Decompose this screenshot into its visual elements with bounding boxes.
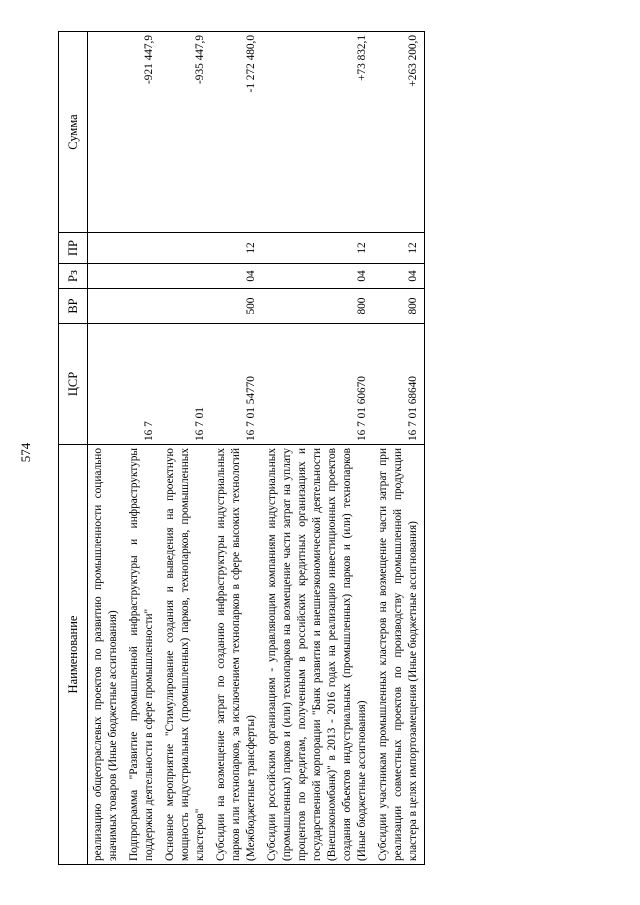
row-pr: 12 [373,233,425,264]
row-name: Субсидии на возмещение затрат по созданию инфраструктуры индустриальных парков или технопарков, за исключением технопарков в сфере высоких технологий (Межбюджетные трансферты) [211,445,262,865]
row-csr: 16 7 01 60670 [262,324,373,445]
row-rz: 04 [373,264,425,289]
row-vr: 800 [373,289,425,324]
header-rz: Рз [59,264,88,289]
row-sum: -1 272 480,0 [211,32,262,233]
table-header [59,32,88,865]
row-rz [160,264,211,289]
table-row [211,32,262,865]
header-csr: ЦСР [59,324,88,445]
row-pr: 12 [211,233,262,264]
row-name: Субсидии российским организациям - управляющим компаниям индустриальных (промышленных) парков и (или) технопарков на возмещение части затрат на уплату процентов по кредитам, полученным в российских кредитных организациях и государственной корпорации "Банк развития и внешнеэкономической деятельности (Внешэкономбанк)" в 2013 - 2016 годах на реализацию инвестиционных проектов создания объектов индустриальных (промышленных) парков и (или) технопарков (Иные бюджетные ассигнования) [262,445,373,865]
row-pr: 12 [262,233,373,264]
row-sum: -935 447,9 [160,32,211,233]
row-rz [124,264,160,289]
table-row [160,32,211,865]
row-csr: 16 7 [124,324,160,445]
row-pr [160,233,211,264]
row-sum: +73 832,1 [262,32,373,233]
row-vr [88,289,125,324]
row-vr: 800 [262,289,373,324]
row-name: Основное мероприятие "Стимулирование создания и выведения на проектную мощность индустриальных (промышленных) парков, технопарков, промышленных кластеров" [160,445,211,865]
row-csr [88,324,125,445]
header-pr: ПР [59,233,88,264]
row-sum: +263 200,0 [373,32,425,233]
page-number: 574 [18,442,33,463]
row-rz: 04 [262,264,373,289]
table-row [373,32,425,865]
row-vr [124,289,160,324]
table-row [124,32,160,865]
table-row [262,32,373,865]
row-name: Подпрограмма "Развитие промышленной инфраструктуры и инфраструктуры поддержки деятельности в сфере промышленности" [124,445,160,865]
row-pr [88,233,125,264]
header-sum: Сумма [59,32,88,233]
row-csr: 16 7 01 68640 [373,324,425,445]
table-row [88,32,125,865]
row-name: Субсидии участникам промышленных кластеров на возмещение части затрат при реализации совместных проектов по производству промышленной продукции кластера в целях импортозамещения (Иные бюджетные ассигнования) [373,445,425,865]
row-csr: 16 7 01 54770 [211,324,262,445]
budget-table [58,31,425,865]
row-sum [88,32,125,233]
header-vr: ВР [59,289,88,324]
table-body [88,32,425,865]
row-name: реализацию общеотраслевых проектов по развитию промышленности социально значимых товаров (Иные бюджетные ассигнования) [88,445,125,865]
header-name: Наименование [59,445,88,865]
row-csr: 16 7 01 [160,324,211,445]
row-vr: 500 [211,289,262,324]
row-sum: -921 447,9 [124,32,160,233]
row-vr [160,289,211,324]
row-pr [124,233,160,264]
row-rz [88,264,125,289]
row-rz: 04 [211,264,262,289]
